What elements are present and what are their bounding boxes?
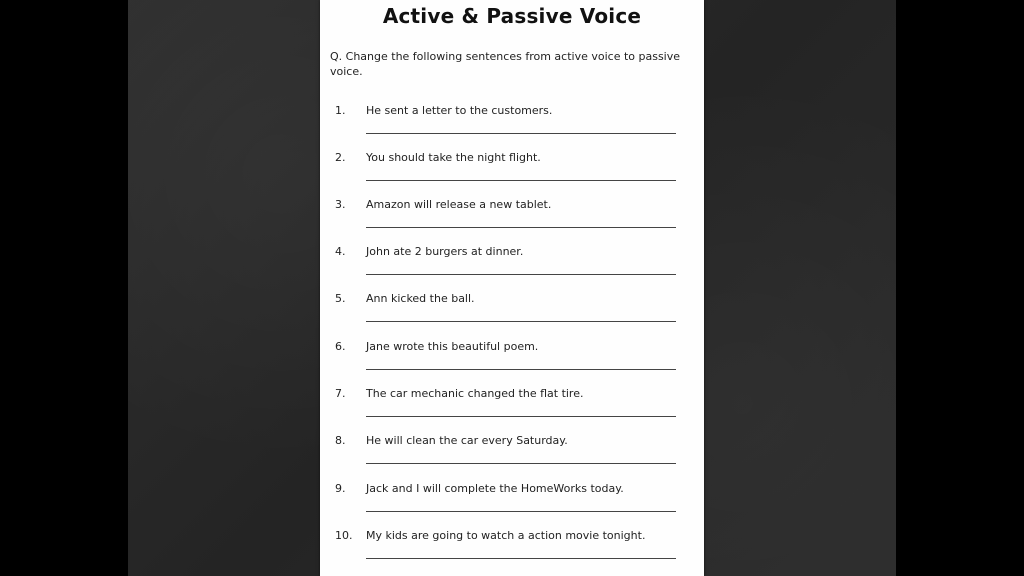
question-item [320,434,704,481]
question-sentence: Amazon will release a new tablet. [366,198,552,211]
question-item [320,387,704,434]
question-number: 9. [335,482,346,495]
question-sentence: He will clean the car every Saturday. [366,434,568,447]
question-sentence: John ate 2 burgers at dinner. [366,245,524,258]
question-item [320,104,704,151]
answer-line[interactable] [366,416,676,417]
worksheet-instructions: Q. Change the following sentences from active voice to passive voice. [330,50,681,78]
question-sentence: He sent a letter to the customers. [366,104,553,117]
answer-line[interactable] [366,463,676,464]
question-item [320,529,704,576]
question-item [320,340,704,387]
question-item [320,292,704,339]
answer-line[interactable] [366,180,676,181]
question-number: 8. [335,434,346,447]
question-number: 2. [335,151,346,164]
question-sentence: Jack and I will complete the HomeWorks today. [366,482,624,495]
question-number: 3. [335,198,346,211]
answer-line[interactable] [366,274,676,275]
question-sentence: Ann kicked the ball. [366,292,475,305]
question-item [320,482,704,529]
question-number: 5. [335,292,346,305]
question-sentence: My kids are going to watch a action movie tonight. [366,529,646,542]
question-number: 7. [335,387,346,400]
answer-line[interactable] [366,227,676,228]
question-number: 4. [335,245,346,258]
answer-line[interactable] [366,321,676,322]
question-number: 6. [335,340,346,353]
answer-line[interactable] [366,369,676,370]
question-item [320,151,704,198]
answer-line[interactable] [366,511,676,512]
question-sentence: You should take the night flight. [366,151,541,164]
question-item [320,245,704,292]
answer-line[interactable] [366,133,676,134]
worksheet-title: Active & Passive Voice [382,4,642,28]
question-item [320,198,704,245]
worksheet-page [320,0,704,576]
question-number: 10. [335,529,353,542]
question-sentence: The car mechanic changed the flat tire. [366,387,584,400]
question-sentence: Jane wrote this beautiful poem. [366,340,539,353]
answer-line[interactable] [366,558,676,559]
question-number: 1. [335,104,346,117]
